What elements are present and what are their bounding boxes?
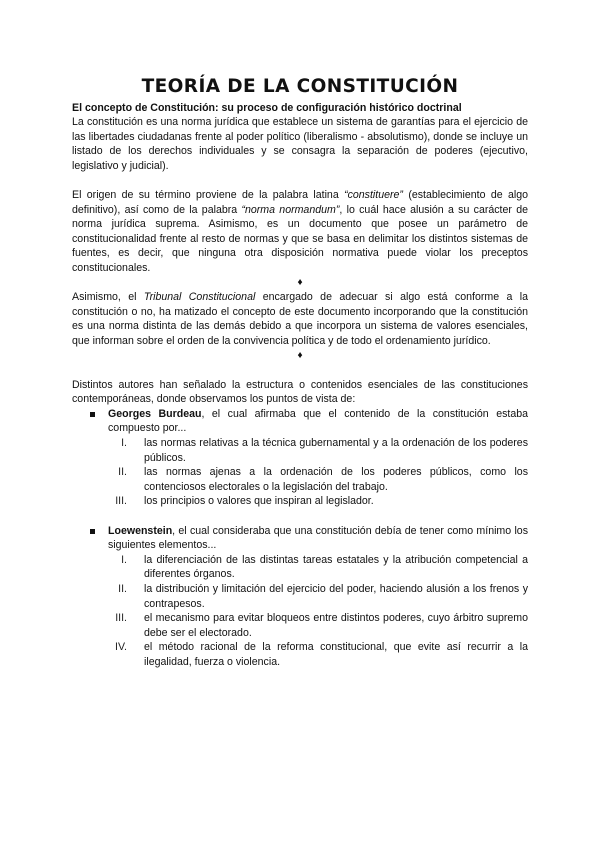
roman-numeral: II. (118, 583, 127, 595)
roman-numeral: IV. (115, 641, 127, 654)
section-subtitle: El concepto de Constitución: su proceso de configuración histórico doctrinal (72, 102, 462, 114)
roman-numeral: I. (121, 553, 127, 566)
term-tribunal-constitucional: Tribunal Constitucional (143, 291, 256, 304)
author-name: Georges Burdeau (108, 407, 202, 420)
term-norma-normandum: “norma normandum” (241, 203, 340, 216)
diamond-separator: ♦ (297, 276, 303, 288)
tribunal-text-a: Asimismo, el (72, 291, 144, 304)
roman-numeral: III. (115, 495, 127, 508)
author-item-loewenstein (72, 524, 528, 670)
author-item-burdeau (72, 407, 528, 509)
paragraph-authors-intro: Distintos autores han señalado la estructura o contenidos esenciales de las constituciones contemporáneas, donde observamos los puntos de vista de: (72, 378, 528, 406)
roman-numeral: I. (121, 437, 127, 450)
authors-list (72, 407, 528, 670)
diamond-separator: ♦ (297, 349, 303, 361)
author-points-list (108, 436, 528, 509)
author-intro (108, 407, 528, 436)
paragraph-definition: La constitución es una norma jurídica que establece un sistema de garantías para el ejercicio de las libertades ciudadanas frente al poder político (liberalismo - absolutismo), donde se incluye un listado de los derechos individuales y se consagra la separación de poderes (ejecutivo, legislativo y judicial). (72, 116, 528, 172)
author-intro (108, 524, 528, 553)
list-item (108, 611, 528, 640)
square-bullet-icon (90, 529, 95, 534)
list-item-text: las normas ajenas a la ordenación de los poderes públicos, como los contenciosos electorales o la legislación del trabajo. (144, 466, 528, 493)
square-bullet-icon (90, 412, 95, 417)
list-item (108, 582, 528, 611)
author-intro-text: , el cual afirmaba que el contenido de la constitución estaba compuesto por... (108, 407, 528, 435)
origin-text-c: , lo cuál hace alusión a su carácter de norma jurídica suprema. Asimismo, es un documento que posee un parámetro de constitucionalidad frente al resto de normas y que se basa en delimitar los distintos sistemas de fuentes, es decir, que ninguna otra disposición normativa puede violar los preceptos constitucionales. (72, 203, 528, 274)
author-intro-text: , el cual consideraba que una constitución debía de tener como mínimo los siguientes elementos... (108, 524, 528, 552)
tribunal-text-b: encargado de adecuar si algo está conforme a la constitución o no, ha matizado el concepto de este documento incorporando que la constitución es una norma distinta de las demás debido a que incorpora un sistema de valores esenciales, que informan sobre el orden de la convivencia política y de todo el ordenamiento jurídico. (72, 291, 529, 347)
roman-numeral: II. (118, 466, 127, 479)
list-item-text: el método racional de la reforma constitucional, que evite así recurrir a la ilegalidad, fuerza o violencia. (144, 641, 528, 668)
list-item-text: los principios o valores que inspiran al legislador. (144, 495, 374, 508)
document-page (72, 74, 528, 670)
list-item (108, 436, 528, 465)
term-constituere: “constituere” (344, 188, 403, 201)
list-item (108, 494, 528, 509)
list-item (108, 465, 528, 494)
list-item-text: las normas relativas a la técnica gubernamental y a la ordenación de los poderes públicos. (144, 437, 528, 464)
list-item-text: el mecanismo para evitar bloqueos entre distintos poderes, cuyo árbitro supremo debe ser el electorado. (144, 612, 528, 639)
roman-numeral: III. (115, 612, 127, 625)
page-title: TEORÍA DE LA CONSTITUCIÓN (141, 76, 459, 97)
author-name: Loewenstein (108, 524, 173, 537)
list-item-text: la diferenciación de las distintas tareas estatales y la atribución competencial a diferentes órganos. (144, 553, 528, 581)
spacer (72, 363, 528, 378)
paragraph-origin (72, 188, 528, 276)
origin-text-a: El origen de su término proviene de la palabra latina (72, 188, 345, 201)
list-item (108, 640, 528, 669)
author-points-list (108, 553, 528, 670)
spacer (72, 173, 528, 188)
list-item-text: la distribución y limitación del ejercicio del poder, haciendo alusión a los frenos y contrapesos. (144, 583, 528, 610)
spacer (72, 509, 528, 524)
origin-text-b: (establecimiento de algo definitivo), así como de la palabra (72, 188, 528, 216)
paragraph-tribunal (72, 290, 528, 348)
list-item (108, 553, 528, 582)
